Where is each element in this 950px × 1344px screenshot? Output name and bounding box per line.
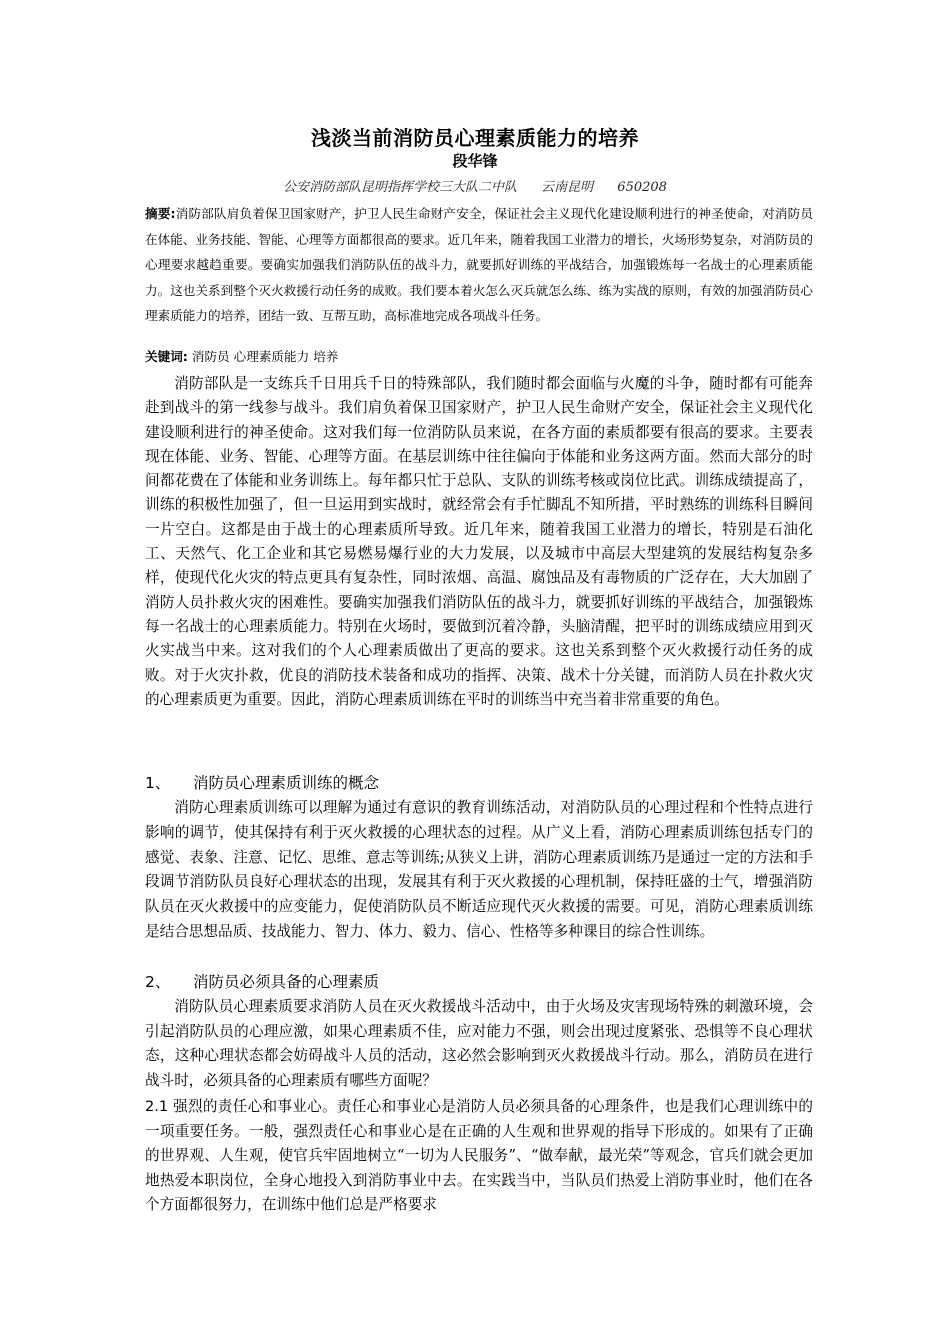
keywords: [145, 347, 813, 367]
author-name: 段华锋: [452, 152, 498, 170]
section-2-paragraph: 消防队员心理素质要求消防人员在灭火救援战斗活动中，由于火场及灾害现场特殊的刺激环境，会引起消防队员的心理应激，如果心理素质不佳，应对能力不强，则会出现过度紧张、恐惧等不良心理状态，这种心理状态都会妨碍战斗人员的活动，这必然会影响到灭火救援战斗行动。那么，消防员在进行战斗时，必须具备的心理素质有哪些方面呢？: [145, 998, 813, 1089]
section-1-number: 1、: [145, 774, 171, 792]
intro-paragraph: 消防部队是一支练兵千日用兵千日的特殊部队，我们随时都会面临与火魔的斗争，随时都有可能奔赴到战斗的第一线参与战斗。我们肩负着保卫国家财产，护卫人民生命财产安全，保证社会主义现代化建设顺利进行的神圣使命。这对我们每一位消防队员来说，在各方面的素质都要有很高的要求。主要表现在体能、业务、智能、心理等方面。在基层训练中往往偏向于体能和业务这两方面。然而大部分的时间都花费在了体能和业务训练上。每年都只忙于总队、支队的训练考核或岗位比武。训练成绩提高了，训练的积极性加强了，但一旦运用到实战时，就经常会有手忙脚乱不知所措，平时熟练的训练科目瞬间一片空白。这都是由于战士的心理素质所导致。近几年来，随着我国工业潜力的增长，特别是石油化工、天然气、化工企业和其它易燃易爆行业的大力发展，以及城市中高层大型建筑的发展结构复杂多样，使现代化火灾的特点更具有复杂性，同时浓烟、高温、腐蚀品及有毒物质的广泛存在，大大加剧了消防人员扑救火灾的困难性。要确实加强我们消防队伍的战斗力，就要抓好训练的平战结合，加强锻炼每一名战士的心理素质能力。特别在火场时，要做到沉着冷静，头脑清醒，把平时的训练成绩应用到灭火实战当中来。这对我们的个人心理素质做出了更高的要求。这也关系到整个灭火救援行动任务的成败。对于火灾扑救，优良的消防技术装备和成功的指挥、决策、战术十分关键，而消防人员在扑救火灾的心理素质更为重要。因此，消防心理素质训练在平时的训练当中充当着非常重要的角色。: [145, 375, 813, 708]
section-2-number: 2、: [145, 973, 171, 991]
keywords-text: 消防员 心理素质能力 培养: [191, 349, 339, 364]
section-2-heading: [145, 971, 813, 993]
author-affiliation: 公安消防部队昆明指挥学校三大队二中队 云南昆明 650208: [283, 180, 667, 195]
abstract-label: 摘要:: [145, 206, 176, 221]
paper-title: 浅淡当前消防员心理素质能力的培养: [311, 126, 639, 150]
subsection-2-1-heading: 2.1 强烈的责任心和事业心。: [145, 1098, 337, 1115]
subsection-2-1: [145, 1095, 813, 1218]
subsection-2-1-text: 责任心和事业心是消防人员必须具备的心理条件，也是我们心理训练中的一项重要任务。一般，强烈责任心和事业心是在正确的人生观和世界观的指导下形成的。如果有了正确的世界观、人生观，使官兵牢固地树立“一切为人民服务”、“做奉献，最光荣”等观念，官兵们就会更加地热爱本职岗位，全身心地投入到消防事业中去。在实践当中，当队员们热爱上消防事业时，他们在各个方面都很努力，在训练中他们总是严格要求: [145, 1098, 813, 1214]
abstract: [145, 201, 813, 329]
abstract-text: 消防部队肩负着保卫国家财产，护卫人民生命财产安全，保证社会主义现代化建设顺利进行的神圣使命，对消防员在体能、业务技能、智能、心理等方面都很高的要求。近几年来，随着我国工业潜力的增长，火场形势复杂，对消防员的心理要求越趋重要。要确实加强我们消防队伍的战斗力，就要抓好训练的平战结合，加强锻炼每一名战士的心理素质能力。这也关系到整个灭火救援行动任务的成败。我们要本着火怎么灭兵就怎么练、练为实战的原则，有效的加强消防员心理素质能力的培养，团结一致、互帮互助，高标准地完成各项战斗任务。: [145, 206, 814, 324]
section-2-title: 消防员必须具备的心理素质: [193, 973, 380, 991]
section-1-title: 消防员心理素质训练的概念: [193, 774, 380, 792]
keywords-label: 关键词:: [145, 349, 188, 364]
section-1-paragraph: 消防心理素质训练可以理解为通过有意识的教育训练活动，对消防队员的心理过程和个性特点进行影响的调节，使其保持有利于灭火救援的心理状态的过程。从广义上看，消防心理素质训练包括专门的感觉、表象、注意、记忆、思维、意志等训练;从狭义上讲，消防心理素质训练乃是通过一定的方法和手段调节消防队员良好心理状态的出现，发展其有利于灭火救援的心理机制，保持旺盛的士气，增强消防队员在灭火救援中的应变能力，促使消防队员不断适应现代灭火救援的需要。可见，消防心理素质训练是结合思想品质、技战能力、智力、体力、毅力、信心、性格等多种课目的综合性训练。: [145, 799, 813, 940]
section-1-heading: [145, 772, 813, 794]
